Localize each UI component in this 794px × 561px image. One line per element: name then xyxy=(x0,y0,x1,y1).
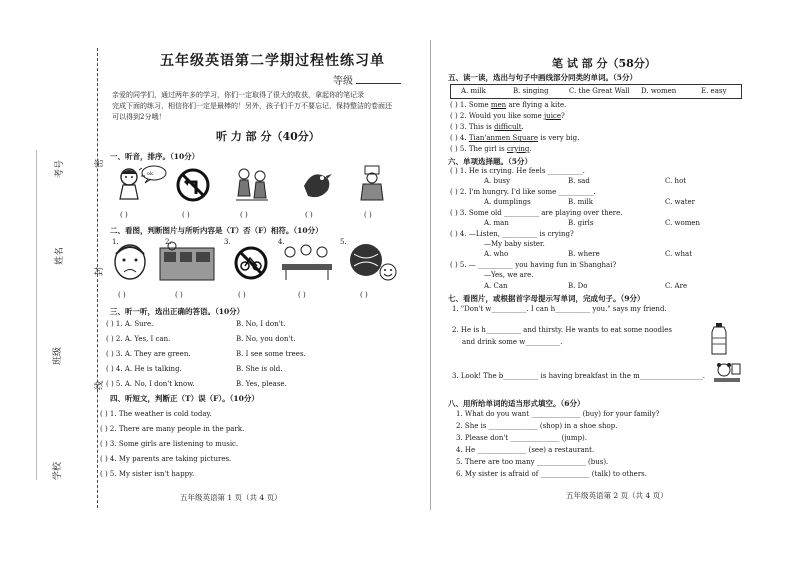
shop-counter-icon xyxy=(158,240,216,282)
s4-item-5: ( ) 5. My sister isn't happy. xyxy=(100,470,195,478)
s6-q1-c: C. hot xyxy=(665,177,687,185)
school-label: 学校 xyxy=(53,461,63,480)
s6-q1-b: B. sad xyxy=(568,177,590,185)
s8-item-3: 3. Please don't ______________ (jump). xyxy=(456,434,588,442)
s6-q3-a: A. man xyxy=(484,219,509,227)
option-d: D. women xyxy=(641,87,677,95)
s5-item-5-post: . xyxy=(529,145,532,153)
s2-answer-4[interactable]: ( ) xyxy=(298,291,306,299)
page-divider xyxy=(430,40,431,510)
class-label: 班级 xyxy=(53,346,63,365)
s5-item-4-pre: ( ) 4. xyxy=(450,134,469,142)
s6-q3-b: B. girls xyxy=(568,219,594,227)
s3-q5: ( ) 5. A. No, I don't know. xyxy=(106,380,195,388)
s3-q1: ( ) 1. A. Sure. xyxy=(106,320,154,328)
s6-q4-c: C. what xyxy=(665,250,693,258)
s7-line-1: 1. "Don't w__________. I can h__________ you." says my friend. xyxy=(452,305,667,313)
s6-q5: ( ) 5. — __________ you having fun in Shanghai? xyxy=(450,261,617,269)
s6-q2-a: A. dumplings xyxy=(484,198,531,206)
section-7-title: 七、看图片，或根据首字母提示写单词，完成句子。（9分） xyxy=(448,294,645,303)
water-bottle-icon xyxy=(708,322,730,356)
cook-icon xyxy=(355,164,391,202)
s3-q4-b: B. She is old. xyxy=(236,365,283,373)
section-2-title: 二、看图，判断图片与所听内容是（T）否（F）相符。（10分） xyxy=(110,226,323,235)
s5-item-3 xyxy=(450,123,524,131)
s5-item-2 xyxy=(450,112,565,120)
s1-answer-4[interactable]: ( ) xyxy=(305,211,313,219)
kids-playing-icon xyxy=(234,166,270,202)
s6-q3: ( ) 3. Some old __________ are playing over there. xyxy=(450,209,623,217)
s8-item-5: 5. There are too many ______________ (bus). xyxy=(456,458,609,466)
s6-q4-b: B. where xyxy=(568,250,600,258)
listening-title: 听 力 部 分（40分） xyxy=(216,130,320,143)
globe-and-smiley-icon xyxy=(346,240,398,282)
left-footer: 五年级英语第 1 页（共 4 页） xyxy=(180,493,282,502)
s4-item-3: ( ) 3. Some girls are listening to music. xyxy=(100,440,239,448)
s6-q2: ( ) 2. I'm hungry. I'd like some __________. xyxy=(450,188,596,196)
section-4-title: 四、听短文，判断正（T）误（F）。（10分） xyxy=(110,394,259,403)
s5-item-1-underlined: men xyxy=(490,101,507,109)
s2-answer-3[interactable]: ( ) xyxy=(238,291,246,299)
s5-item-3-post: . xyxy=(521,123,524,131)
s8-item-6: 6. My sister is afraid of ______________ (talk) to others. xyxy=(456,470,647,478)
s6-q5-c: C. Are xyxy=(665,282,688,290)
grade-blank[interactable] xyxy=(356,83,401,84)
s1-answer-3[interactable]: ( ) xyxy=(240,211,248,219)
right-page-title: 笔 试 部 分（58分） xyxy=(552,57,656,70)
s5-item-5 xyxy=(450,145,532,153)
s6-q1-a: A. busy xyxy=(484,177,511,185)
s5-item-5-underlined: crying xyxy=(506,145,530,153)
s3-q5-b: B. Yes, please. xyxy=(236,380,287,388)
s5-item-1-post: are flying a kite. xyxy=(506,101,567,109)
s6-q4: ( ) 4. —Listen, __________ is crying? xyxy=(450,230,574,238)
s7-line-2b: and drink some w__________. xyxy=(462,338,563,346)
s1-answer-2[interactable]: ( ) xyxy=(182,211,190,219)
s6-q5-b: B. Do xyxy=(568,282,588,290)
s3-q3-b: B. I see some trees. xyxy=(236,350,306,358)
s6-q2-b: B. milk xyxy=(568,198,593,206)
s3-q2: ( ) 2. A. Yes, I can. xyxy=(106,335,171,343)
seal-char-mi: 密 xyxy=(95,158,105,168)
s5-item-4-post: is very big. xyxy=(537,134,580,142)
s2-num-2: 2. xyxy=(165,238,172,246)
seal-char-feng: 封 xyxy=(95,266,105,276)
option-c: C. the Great Wall xyxy=(569,87,630,95)
s4-item-1: ( ) 1. The weather is cold today. xyxy=(100,410,212,418)
s5-item-3-pre: ( ) 3. This is xyxy=(450,123,495,131)
margin-rule xyxy=(36,150,37,480)
s5-item-2-post: ? xyxy=(561,112,565,120)
bird-icon xyxy=(300,166,334,202)
family-dinner-icon xyxy=(280,242,334,282)
s6-q4-a: A. who xyxy=(484,250,509,258)
s8-item-2: 2. She is ______________ (shop) in a shoe shop. xyxy=(456,422,618,430)
s2-num-5: 5. xyxy=(340,238,347,246)
s2-num-4: 4. xyxy=(278,238,285,246)
speech-bubble-icon xyxy=(140,164,168,184)
s5-item-4 xyxy=(450,134,579,142)
grade-label: 等级 xyxy=(333,76,353,87)
s2-answer-1[interactable]: ( ) xyxy=(118,291,126,299)
section-5-title: 五、读一读，选出与句子中画线部分同类的单词。（5分） xyxy=(448,73,637,82)
s3-q3: ( ) 3. A. They are green. xyxy=(106,350,191,358)
s5-item-3-underlined: difficult xyxy=(494,123,522,131)
s5-item-2-pre: ( ) 2. Would you like some xyxy=(450,112,545,120)
s6-q5-line2: —Yes, we are. xyxy=(484,271,534,279)
s6-q1: ( ) 1. He is crying. He feels __________. xyxy=(450,167,585,175)
s7-line-3: 3. Look! The b__________ is having breakfast in the m__________________. xyxy=(452,372,705,380)
seal-char-xian: 线 xyxy=(95,380,105,390)
section-1-title: 一、听音，排序。（10分） xyxy=(110,152,200,161)
s6-q3-c: C. women xyxy=(665,219,701,227)
option-b: B. singing xyxy=(513,87,549,95)
s5-item-2-underlined: juice xyxy=(544,112,561,120)
s3-q2-b: B. No, you don't. xyxy=(236,335,296,343)
sad-boy-face-icon xyxy=(110,240,150,282)
s8-item-1: 1. What do you want ______________ (buy) for your family? xyxy=(456,410,660,418)
s5-item-1 xyxy=(450,101,566,109)
option-e: E. easy xyxy=(701,87,727,95)
bear-breakfast-icon xyxy=(712,360,742,388)
seal-line xyxy=(97,48,98,508)
s2-num-3: 3. xyxy=(224,238,231,246)
s6-q2-c: C. water xyxy=(665,198,696,206)
word-options-box xyxy=(450,84,742,99)
section-6-title: 六、单项选择题。（5分） xyxy=(448,157,532,166)
s1-answer-5[interactable]: ( ) xyxy=(364,211,372,219)
s3-q4: ( ) 4. A. He is talking. xyxy=(106,365,182,373)
s6-q5-a: A. Can xyxy=(484,282,508,290)
intro-line-3: 可以得到2分哦！ xyxy=(112,113,166,121)
s4-item-4: ( ) 4. My parents are taking pictures. xyxy=(100,455,232,463)
section-3-title: 三、听一听，选出正确的答语。（10分） xyxy=(110,307,245,316)
s7-line-2: 2. He is h__________ and thirsty. He wants to eat some noodles xyxy=(452,326,672,334)
left-page-title: 五年级英语第二学期过程性练习单 xyxy=(160,53,385,69)
section-8-title: 八、用所给单词的适当形式填空。（6分） xyxy=(448,399,585,408)
right-footer: 五年级英语第 2 页（共 4 页） xyxy=(566,491,668,500)
s5-item-4-underlined: Tian'anmen Square xyxy=(468,134,538,142)
s8-item-4: 4. He ______________ (see) a restaurant. xyxy=(456,446,595,454)
svg-text:ok: ok xyxy=(147,171,154,177)
exam-number-label: 考号 xyxy=(55,159,65,178)
intro-line-2: 完成下面的练习，相信你们一定是最棒的！另外，孩子们千万不要忘记，保持整洁的卷面还 xyxy=(112,102,392,110)
s2-answer-5[interactable]: ( ) xyxy=(360,291,368,299)
no-left-turn-sign-icon xyxy=(176,168,210,202)
name-label: 姓名 xyxy=(55,246,65,265)
s5-item-1-pre: ( ) 1. Some xyxy=(450,101,491,109)
s4-item-2: ( ) 2. There are many people in the park. xyxy=(100,425,245,433)
no-bicycle-sign-icon xyxy=(234,246,268,280)
s1-answer-1[interactable]: ( ) xyxy=(120,211,128,219)
s6-q4-line2: —My baby sister. xyxy=(484,240,545,248)
option-a: A. milk xyxy=(461,87,486,95)
intro-line-1: 亲爱的同学们，通过两年多的学习，你们一定取得了很大的收获，拿起你的笔记录 xyxy=(112,91,364,99)
s3-q1-b: B. No, I don't. xyxy=(236,320,286,328)
s2-num-1: 1. xyxy=(112,238,119,246)
s2-answer-2[interactable]: ( ) xyxy=(175,291,183,299)
s5-item-5-pre: ( ) 5. The girl is xyxy=(450,145,507,153)
